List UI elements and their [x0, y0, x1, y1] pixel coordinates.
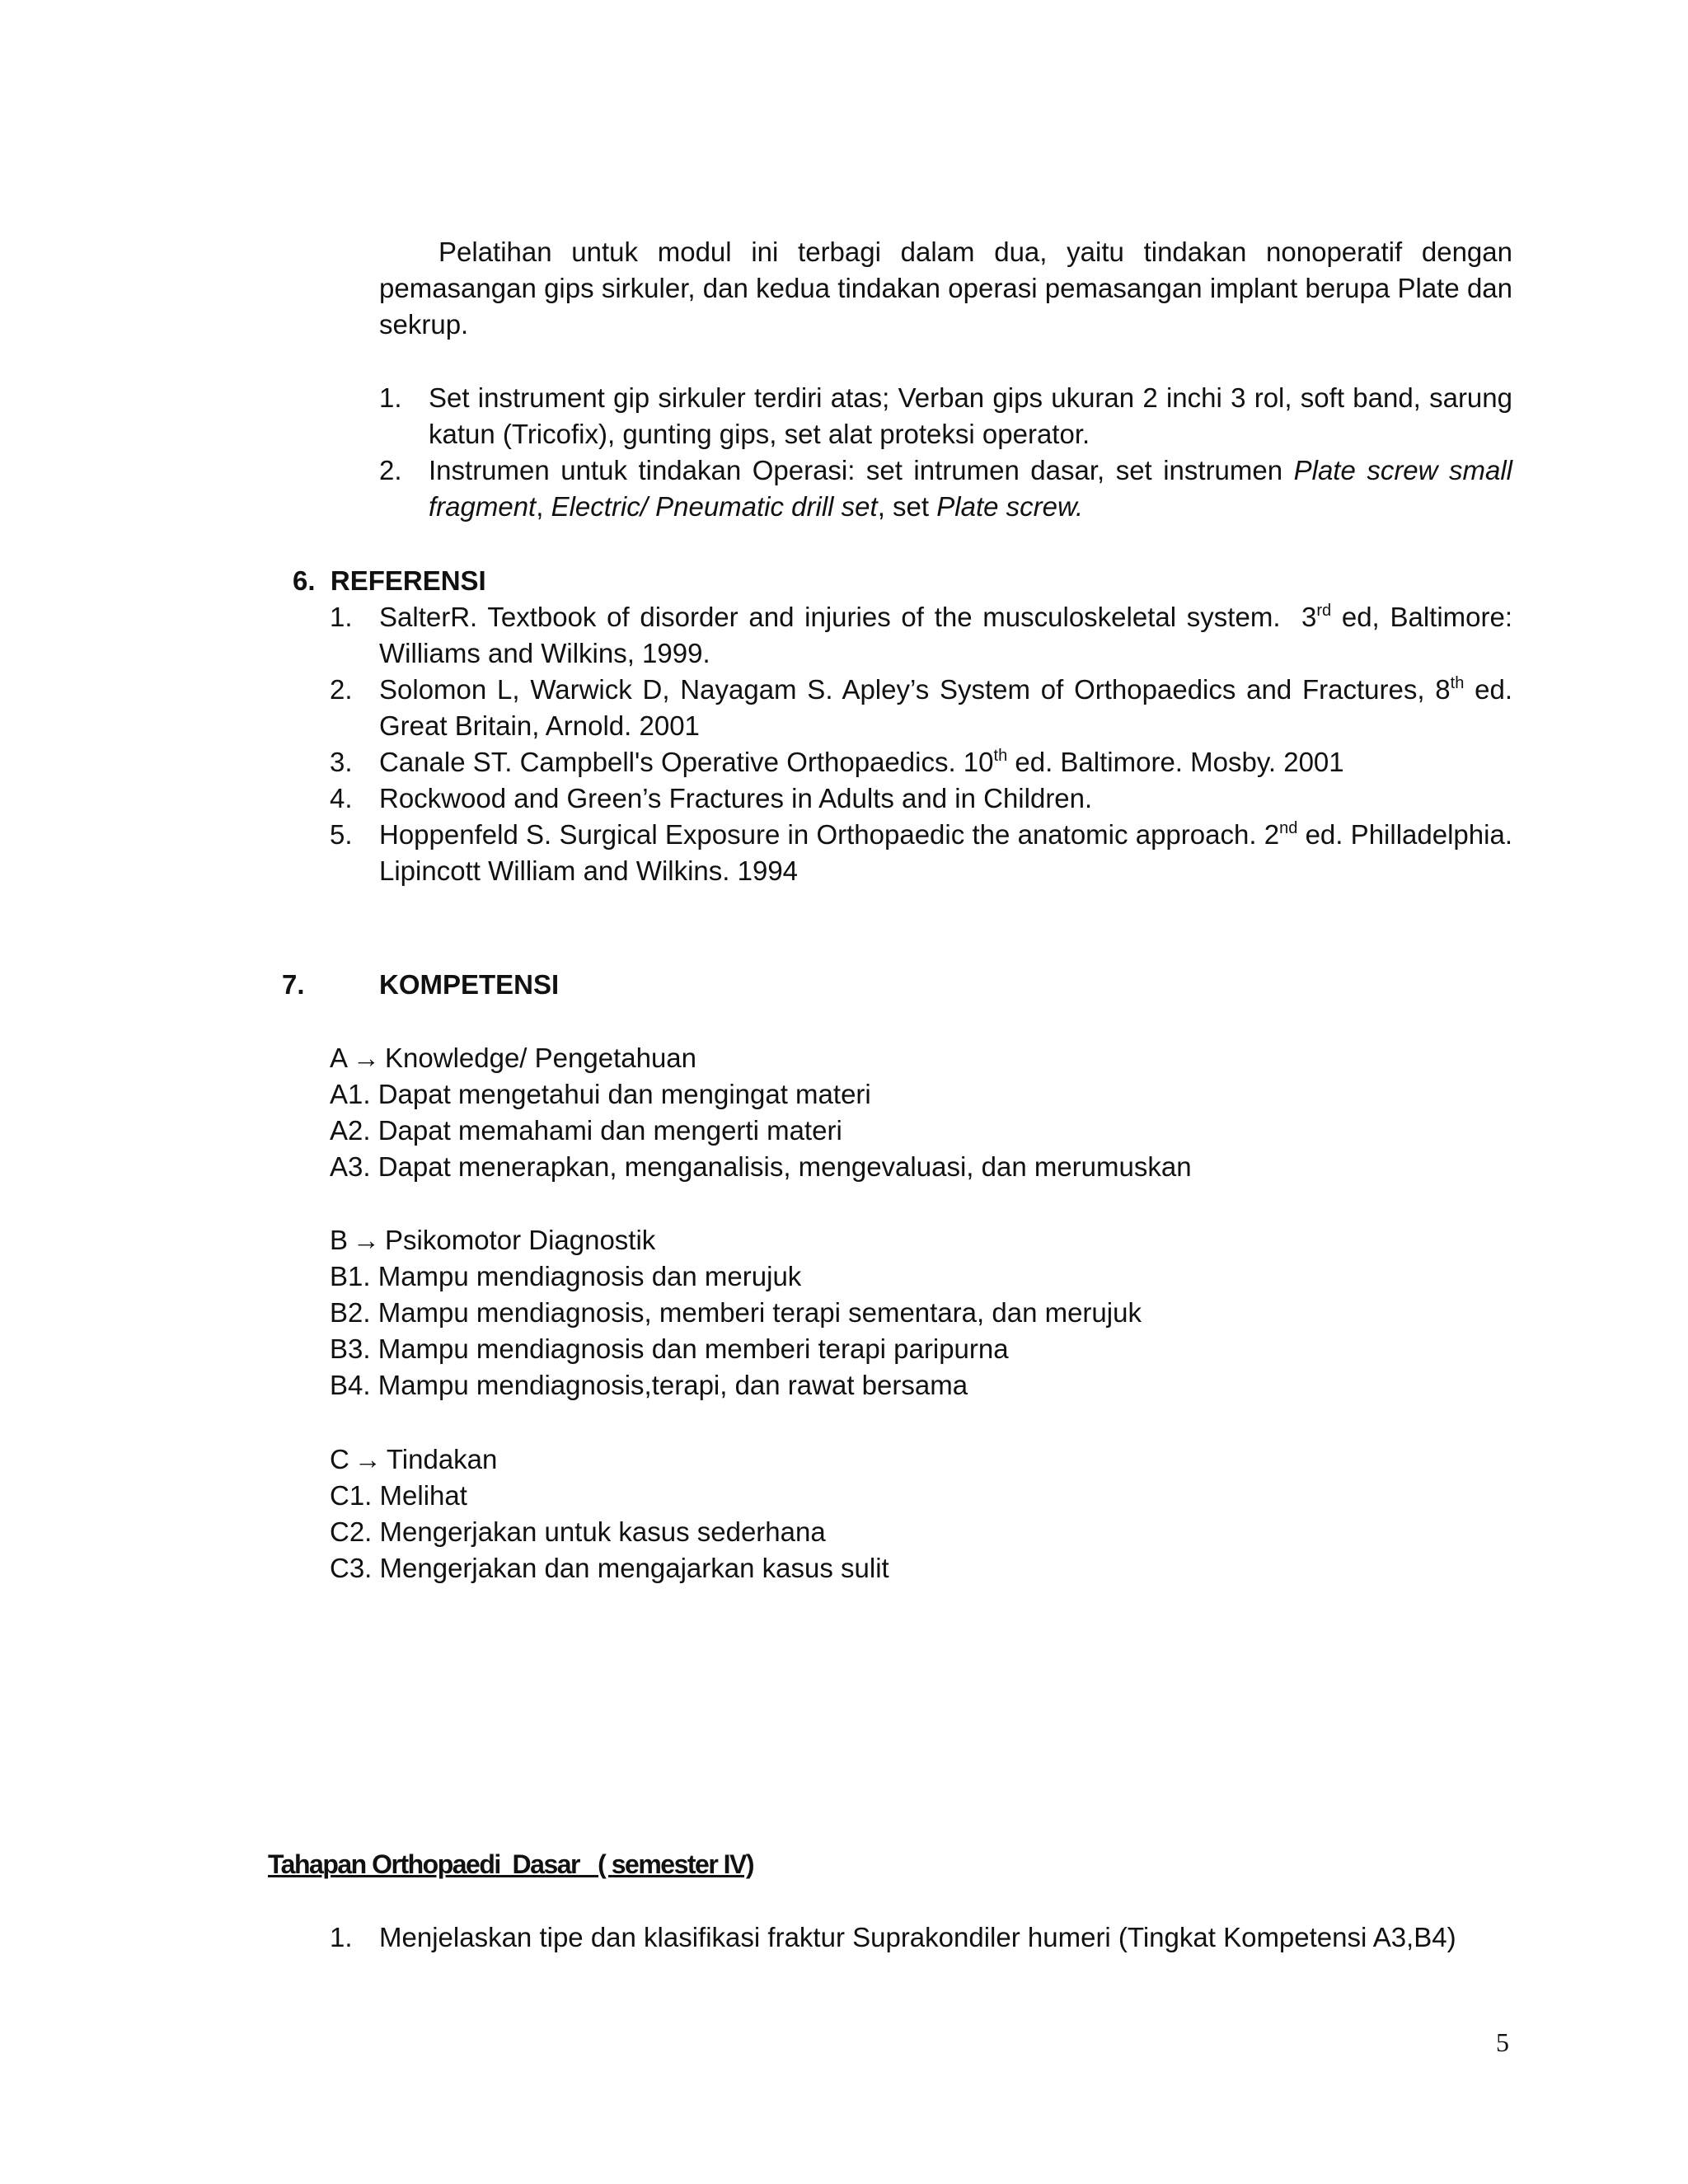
reference-item: [330, 672, 1512, 744]
group-letter: B: [330, 1225, 349, 1255]
list-number: 2.: [330, 674, 353, 705]
group-title: [330, 1222, 1512, 1258]
list-number: 1.: [330, 1922, 353, 1952]
arrow-icon: →: [353, 1043, 381, 1073]
list-item: A3. Dapat menerapkan, menganalisis, mengevaluasi, dan merumuskan: [330, 1151, 1192, 1182]
list-number: 1.: [330, 602, 353, 632]
reference-text: Solomon L, Warwick D, Nayagam S. Apley’s System of Orthopaedics and Fractures, 8: [379, 674, 1451, 705]
list-number: 5.: [330, 819, 353, 850]
list-number: 2.: [379, 455, 402, 485]
reference-item: [330, 599, 1512, 672]
group-label: Tindakan: [386, 1444, 498, 1474]
kompetensi-group-a: [330, 1040, 1512, 1185]
list-item: C1. Melihat: [330, 1480, 467, 1511]
list-number: 3.: [330, 747, 353, 777]
list-item: A1. Dapat mengetahui dan mengingat materi: [330, 1079, 871, 1109]
referensi-heading: 6. REFERENSI: [293, 565, 486, 596]
list-item: C3. Mengerjakan dan mengajarkan kasus sulit: [330, 1553, 889, 1583]
list-text: Instrumen untuk tindakan Operasi: set intrumen dasar, set instrumen: [429, 455, 1294, 485]
list-text: , set: [877, 491, 937, 522]
tahapan-list: [330, 1919, 1512, 1956]
group-label: Knowledge/ Pengetahuan: [385, 1043, 697, 1073]
kompetensi-group-b: [330, 1222, 1512, 1404]
list-item: B1. Mampu mendiagnosis dan merujuk: [330, 1261, 802, 1291]
italic-term: Plate screw small fragment: [429, 455, 1512, 522]
list-item: B4. Mampu mendiagnosis,terapi, dan rawat bersama: [330, 1370, 968, 1400]
group-title: [330, 1441, 1512, 1478]
group-letter: A: [330, 1043, 349, 1073]
list-item: [379, 452, 1512, 525]
list-number: 4.: [330, 783, 353, 813]
list-text: Set instrument gip sirkuler terdiri atas; Verban gips ukuran 2 inchi 3 rol, soft band, sarung katun (Tricofix), gunting gips, set alat proteksi operator.: [429, 382, 1512, 449]
list-text: ,: [536, 491, 551, 522]
list-text: Menjelaskan tipe dan klasifikasi fraktur Suprakondiler humeri (Tingkat Kompetensi A3,B4): [379, 1922, 1456, 1952]
reference-text: Canale ST. Campbell's Operative Orthopaedics. 10: [379, 747, 994, 777]
instrument-list: [379, 380, 1512, 525]
superscript: rd: [1316, 602, 1332, 620]
reference-text: SalterR. Textbook of disorder and injuries of the musculoskeletal system. 3: [379, 602, 1317, 632]
list-item: A2. Dapat memahami dan mengerti materi: [330, 1115, 842, 1146]
list-item: B3. Mampu mendiagnosis dan memberi terapi paripurna: [330, 1333, 1009, 1364]
reference-text: ed, Baltimore: Williams and Wilkins, 1999.: [379, 602, 1512, 668]
kompetensi-number: 7.: [282, 969, 305, 1000]
intro-paragraph: Pelatihan untuk modul ini terbagi dalam dua, yaitu tindakan nonoperatif dengan pemasangan gips sirkuler, dan kedua tindakan operasi pemasangan implant berupa Plate dan sekrup.: [379, 237, 1512, 340]
italic-term: Electric/ Pneumatic drill set: [551, 491, 878, 522]
superscript: th: [993, 747, 1008, 765]
reference-text: Rockwood and Green’s Fractures in Adults and in Children.: [379, 783, 1093, 813]
list-item: B2. Mampu mendiagnosis, memberi terapi sementara, dan merujuk: [330, 1297, 1142, 1328]
group-label: Psikomotor Diagnostik: [385, 1225, 656, 1255]
italic-term: Plate screw.: [936, 491, 1084, 522]
page-number: 5: [1496, 2027, 1509, 2057]
reference-item: [330, 817, 1512, 889]
group-title: [330, 1040, 1512, 1076]
reference-text: ed. Baltimore. Mosby. 2001: [1007, 747, 1344, 777]
reference-text: ed. Great Britain, Arnold. 2001: [379, 674, 1512, 741]
list-item: [379, 380, 1512, 452]
superscript: th: [1450, 674, 1465, 692]
superscript: nd: [1279, 819, 1298, 837]
reference-text: Hoppenfeld S. Surgical Exposure in Orthopaedic the anatomic approach. 2: [379, 819, 1280, 850]
kompetensi-group-c: [330, 1441, 1512, 1586]
reference-text: ed. Philladelphia. Lipincott William and Wilkins. 1994: [379, 819, 1512, 886]
reference-list: [330, 599, 1512, 889]
tahapan-heading: Tahapan Orthopaedi Dasar ( semester IV): [268, 1849, 754, 1879]
list-number: 1.: [379, 382, 402, 413]
group-letter: C: [330, 1444, 349, 1474]
reference-item: [330, 744, 1512, 780]
list-item: [330, 1919, 1512, 1956]
arrow-icon: →: [354, 1444, 382, 1474]
kompetensi-heading: KOMPETENSI: [379, 969, 560, 1000]
list-item: C2. Mengerjakan untuk kasus sederhana: [330, 1516, 826, 1547]
arrow-icon: →: [353, 1225, 381, 1255]
reference-item: [330, 780, 1512, 817]
